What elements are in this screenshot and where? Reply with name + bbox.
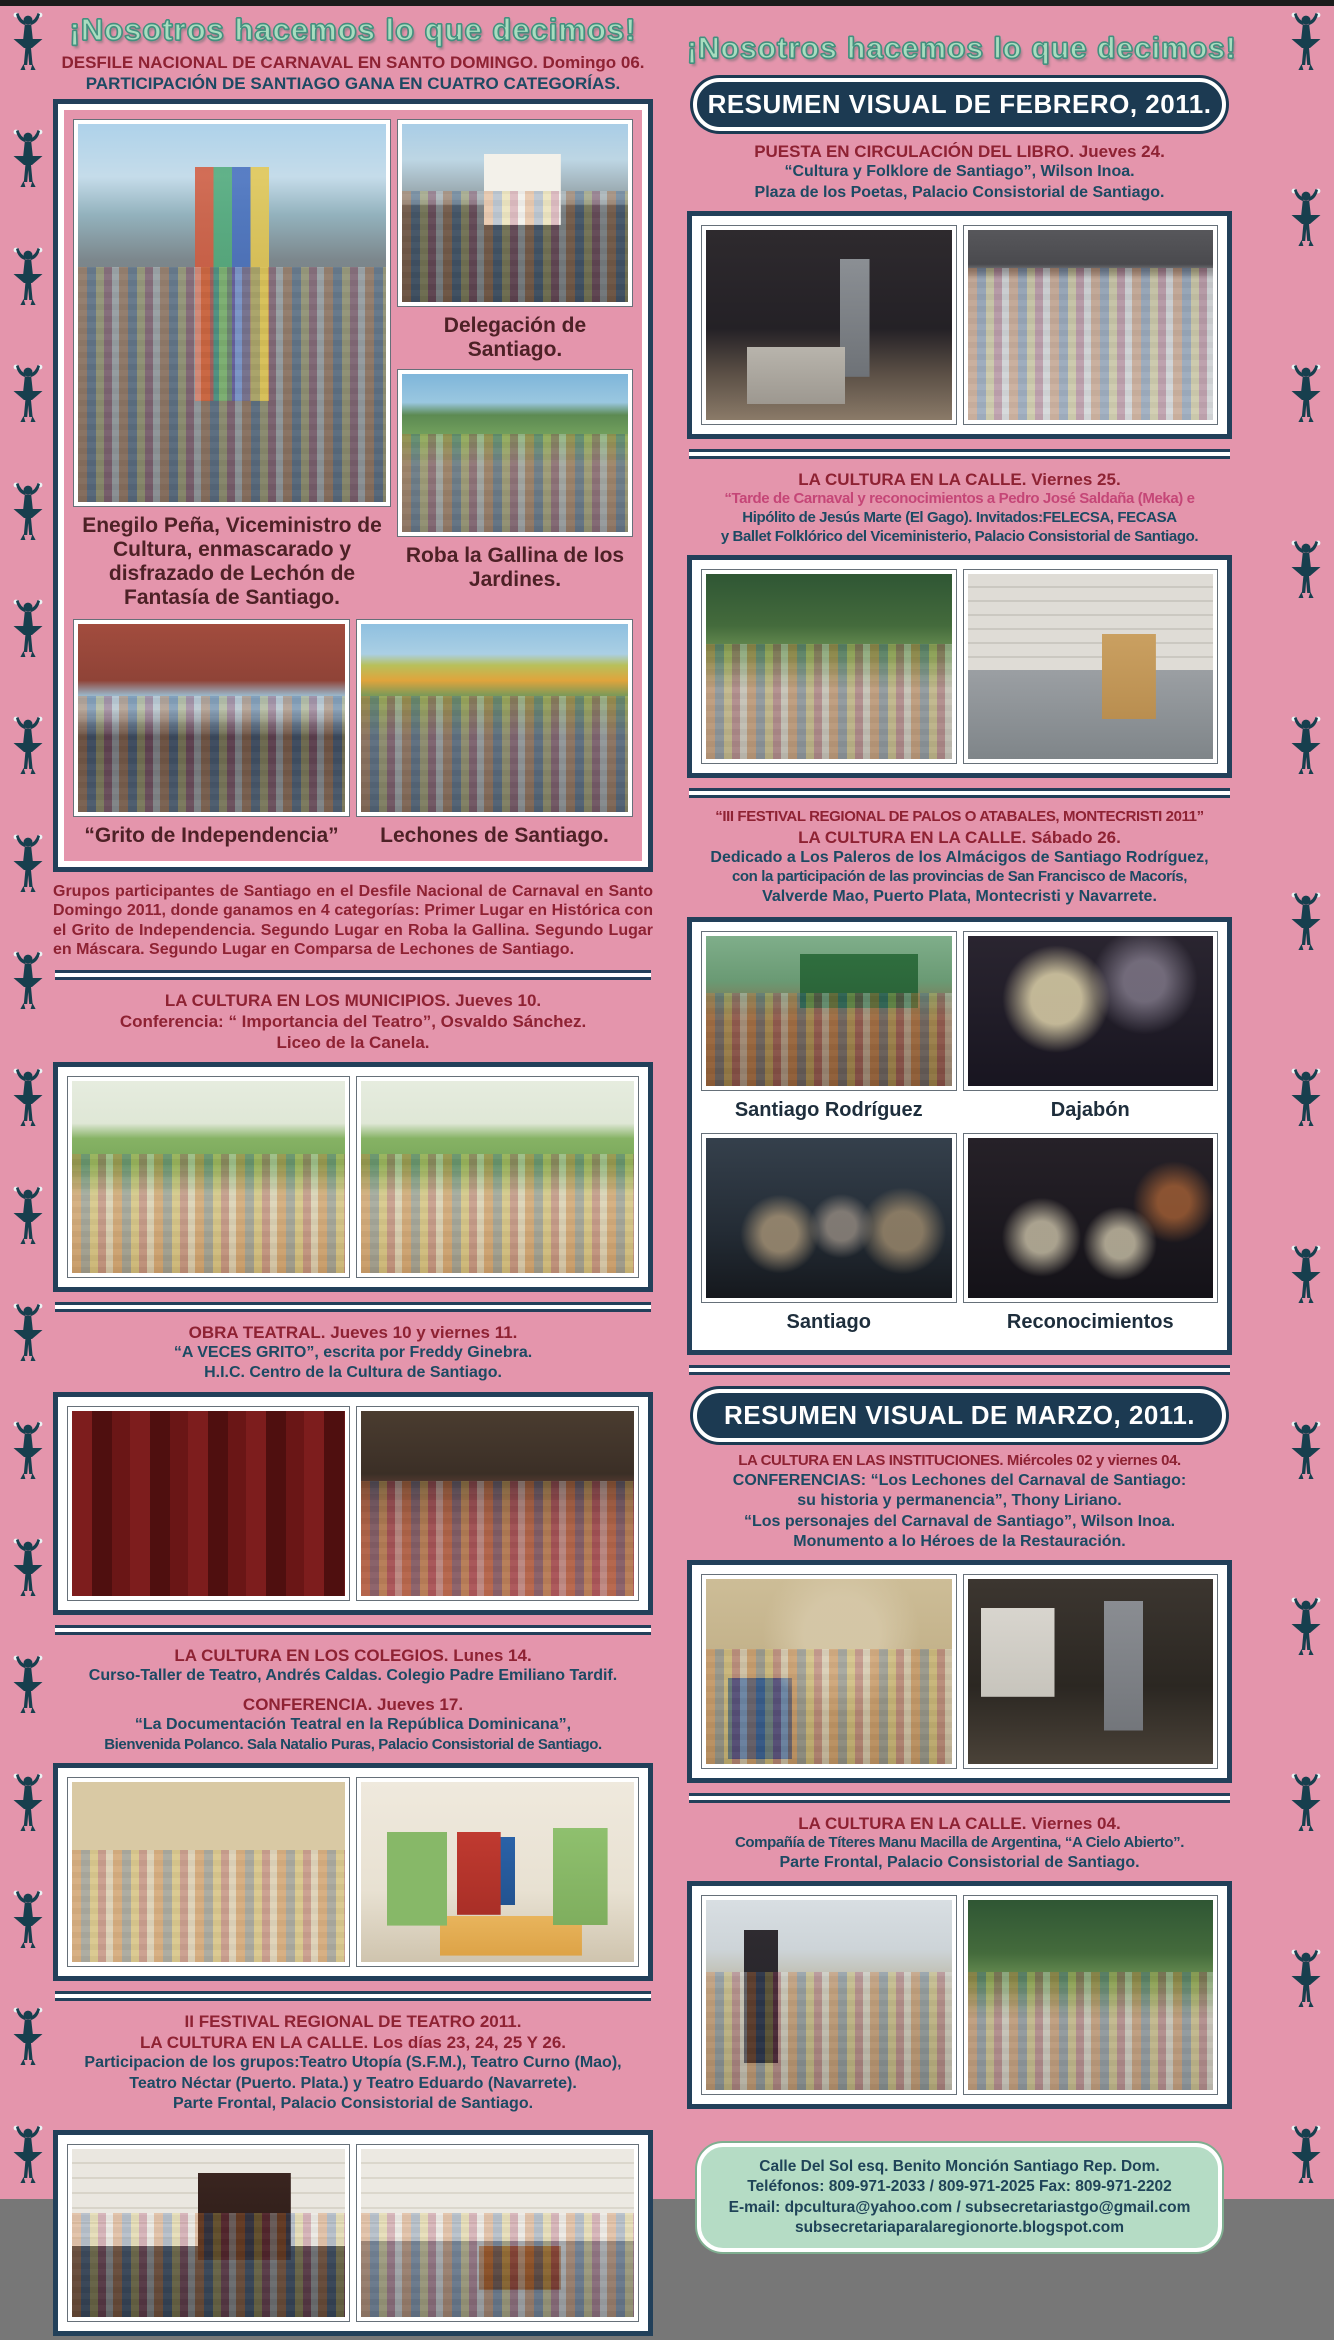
photo-panel-colegios	[53, 1763, 653, 1981]
heading-line: Participacion de los grupos:Teatro Utopía (S.F.M.), Teatro Curno (Mao),	[84, 2054, 622, 2072]
ballerina-icon	[1284, 716, 1328, 778]
ballerina-icon	[1284, 12, 1328, 74]
photo-reconocimientos	[964, 1134, 1218, 1302]
ballerina-icon	[6, 12, 50, 74]
ballerina-icon	[1284, 1245, 1328, 1307]
photo-panel-tarde-carnaval	[687, 555, 1232, 778]
photo-conferencia-orador	[964, 1575, 1218, 1768]
heading-line: y Ballet Folklórico del Viceministerio, Palacio Consistorial de Santiago.	[720, 527, 1199, 545]
ballerina-icon	[6, 1303, 50, 1365]
divider	[55, 1625, 651, 1635]
divider	[689, 449, 1230, 459]
heading-line: Dedicado a Los Paleros de los Almácigos de Santiago Rodríguez,	[710, 849, 1209, 867]
heading-line: “A VECES GRITO”, escrita por Freddy Ginebra.	[173, 1344, 533, 1362]
section-heading-obra	[53, 1322, 653, 1384]
section-heading-instituciones	[687, 1452, 1232, 1552]
heading-line: con la participación de las provincias de San Francisco de Macorís,	[731, 868, 1188, 886]
ballerina-icon	[6, 2125, 50, 2187]
photo-liceo-canela-2	[357, 1077, 638, 1277]
heading-line: Parte Frontal, Palacio Consistorial de Santiago.	[172, 2094, 534, 2112]
heading-line: Parte Frontal, Palacio Consistorial de Santiago.	[779, 1854, 1140, 1872]
divider	[55, 1302, 651, 1312]
ballerina-icon	[6, 1890, 50, 1952]
divider	[689, 788, 1230, 798]
photo-paleros-santiago-rodriguez	[702, 932, 956, 1090]
heading-line: OBRA TEATRAL. Jueves 10 y viernes 11.	[188, 1322, 518, 1342]
section-heading-festival-palos	[687, 808, 1232, 908]
heading-line: “III FESTIVAL REGIONAL DE PALOS O ATABALES, MONTECRISTI 2011”	[715, 807, 1204, 825]
footer-blog: subsecretariaparalaregionorte.blogspot.com	[794, 2218, 1125, 2236]
divider	[55, 970, 651, 980]
section-heading-colegios	[53, 1645, 653, 1755]
heading-line: Compañía de Títeres Manu Macilla de Argentina, “A Cielo Abierto”.	[734, 1834, 1185, 1852]
photo-panel-obra	[53, 1392, 653, 1615]
heading-line: “Los personajes del Carnaval de Santiago”, Wilson Inoa.	[743, 1512, 1176, 1530]
section-heading-calle25	[687, 469, 1232, 547]
heading-line: LA CULTURA EN LOS MUNICIPIOS. Jueves 10.	[164, 990, 542, 1010]
heading-line: “La Documentación Teatral en la República Dominicana”,	[134, 1716, 572, 1734]
ballerina-icon	[1284, 892, 1328, 954]
photo-liceo-canela-1	[68, 1077, 349, 1277]
photo-titiritero	[702, 1896, 956, 2094]
ballerina-icon	[6, 1538, 50, 1600]
photo-carnival-costume	[74, 120, 390, 506]
photo-paleros-dajabon	[964, 932, 1218, 1090]
section-heading-desfile	[53, 52, 653, 95]
caption-roba: Roba la Gallina de los Jardines.	[405, 544, 625, 592]
photo-monumento-publico	[702, 1575, 956, 1768]
section-heading-calle04	[687, 1813, 1232, 1873]
photo-paleros-santiago	[702, 1134, 956, 1302]
divider	[689, 1365, 1230, 1375]
section-heading-puesta	[687, 141, 1232, 203]
ballerina-icon	[6, 1068, 50, 1130]
column-right	[687, 6, 1237, 2252]
photo-tarde-carnaval-plaza	[702, 570, 956, 763]
ballerina-icon	[6, 129, 50, 191]
heading-line: Curso-Taller de Teatro, Andrés Caldas. Colegio Padre Emiliano Tardif.	[88, 1666, 618, 1684]
heading-line: PARTICIPACIÓN DE SANTIAGO GANA EN CUATRO CATEGORÍAS.	[85, 74, 621, 94]
panel-inner-frame	[58, 104, 648, 867]
ballerina-icon	[6, 1655, 50, 1717]
photo-panel-instituciones	[687, 1560, 1232, 1783]
photo-reconocimiento-entrega	[964, 570, 1218, 763]
footer-contact-box	[697, 2143, 1222, 2252]
heading-line: LA CULTURA EN LA CALLE. Los días 23, 24, 25 Y 26.	[139, 2032, 567, 2052]
photo-panel-puesta-libro	[687, 211, 1232, 439]
photo-panel-carnaval	[53, 99, 653, 872]
ballerina-icon	[6, 364, 50, 426]
footer-phones: Teléfonos: 809-971-2033 / 809-971-2025 Fax: 809-971-2202	[747, 2178, 1172, 2196]
divider	[689, 1793, 1230, 1803]
ballerina-icon	[6, 1773, 50, 1835]
ballerina-icon	[6, 951, 50, 1013]
column-left	[53, 6, 653, 2340]
ballerina-icon	[1284, 1949, 1328, 2011]
heading-line: II FESTIVAL REGIONAL DE TEATRO 2011.	[184, 2011, 522, 2031]
heading-line: LA CULTURA EN LOS COLEGIOS. Lunes 14.	[174, 1645, 532, 1665]
photo-publico-libro	[964, 226, 1218, 424]
ballerina-icon	[6, 2007, 50, 2069]
ballerina-icon	[6, 834, 50, 896]
section-heading-festival-teatro	[53, 2011, 653, 2114]
footer-emails: E-mail: dpcultura@yahoo.com / subsecretariastgo@gmail.com	[728, 2198, 1191, 2216]
heading-line: Plaza de los Poetas, Palacio Consistorial de Santiago.	[754, 183, 1165, 201]
heading-line: LA CULTURA EN LAS INSTITUCIONES. Miércoles 02 y viernes 04.	[738, 1452, 1181, 1470]
heading-line: “Tarde de Carnaval y reconocimientos a Pedro José Saldaña (Meka) e	[724, 490, 1195, 508]
caption-dajabon: Dajabón	[964, 1096, 1218, 1128]
photo-escena-telon	[68, 1407, 349, 1600]
photo-curso-taller	[68, 1778, 349, 1966]
heading-line: H.I.C. Centro de la Cultura de Santiago.	[204, 1364, 502, 1382]
ballerina-icon	[1284, 540, 1328, 602]
divider	[55, 1991, 651, 2001]
heading-line: Valverde Mao, Puerto Plata, Montecristi y Navarrete.	[762, 888, 1157, 906]
heading-line: Conferencia: “ Importancia del Teatro”, Osvaldo Sánchez.	[119, 1011, 587, 1031]
heading-line: DESFILE NACIONAL DE CARNAVAL EN SANTO DOMINGO. Domingo 06.	[61, 53, 645, 72]
ballerina-icon	[1284, 2125, 1328, 2187]
caption-delegacion: Delegación de Santiago.	[443, 313, 587, 361]
pill-resumen-marzo: RESUMEN VISUAL DE MARZO, 2011.	[693, 1389, 1226, 1442]
photo-panel-festival-teatro	[53, 2130, 653, 2336]
heading-line: CONFERENCIAS: “Los Lechones del Carnaval de Santiago:	[732, 1472, 1187, 1490]
photo-lechones	[357, 620, 632, 816]
slogan-right: ¡Nosotros hacemos lo que decimos!	[687, 32, 1237, 65]
photo-grito-independencia	[74, 620, 349, 816]
ballerina-rail-left	[1, 12, 55, 2187]
photo-panel-titeres	[687, 1881, 1232, 2109]
photo-conferencia-sala	[357, 1778, 638, 1966]
caption-santiago: Santiago	[702, 1308, 956, 1340]
heading-line: Bienvenida Polanco. Sala Natalio Puras, Palacio Consistorial de Santiago.	[104, 1735, 602, 1753]
heading-line: Teatro Néctar (Puerto. Plata.) y Teatro Eduardo (Navarrete).	[129, 2074, 577, 2092]
heading-line: LA CULTURA EN LA CALLE. Viernes 25.	[798, 469, 1121, 489]
photo-entrega-certificado	[357, 2145, 638, 2321]
ballerina-icon	[6, 716, 50, 778]
photo-panel-palos	[687, 917, 1232, 1355]
ballerina-icon	[1284, 1068, 1328, 1130]
heading-line: CONFERENCIA. Jueves 17.	[242, 1695, 464, 1715]
ballerina-icon	[1284, 1597, 1328, 1659]
ballerina-icon	[6, 599, 50, 661]
heading-line: LA CULTURA EN LA CALLE. Sábado 26.	[798, 827, 1121, 847]
pill-resumen-febrero: RESUMEN VISUAL DE FEBRERO, 2011.	[693, 78, 1226, 131]
ballerina-icon	[1284, 188, 1328, 250]
photo-publico-teatro	[357, 1407, 638, 1600]
photo-teatro-calle	[68, 2145, 349, 2321]
slogan-left: ¡Nosotros hacemos lo que decimos!	[69, 12, 637, 47]
photo-delegacion	[398, 120, 632, 306]
heading-line: Hipólito de Jesús Marte (El Gago). Invitados:FELECSA, FECASA	[742, 509, 1177, 527]
photo-orador-libro	[702, 226, 956, 424]
heading-line: Liceo de la Canela.	[276, 1033, 430, 1053]
heading-line: PUESTA EN CIRCULACIÓN DEL LIBRO. Jueves 24.	[754, 142, 1165, 161]
heading-line: “Cultura y Folklore de Santiago”, Wilson Inoa.	[784, 163, 1135, 181]
photo-publico-parque	[964, 1896, 1218, 2094]
heading-line: su historia y permanencia”, Thony Liriano.	[797, 1492, 1122, 1510]
caption-lechones: Lechones de Santiago.	[380, 824, 609, 848]
ballerina-icon	[6, 1186, 50, 1248]
ballerina-icon	[1284, 1773, 1328, 1835]
section-heading-municipios	[53, 990, 653, 1054]
heading-line: Monumento a lo Héroes de la Restauración.	[793, 1532, 1126, 1550]
caption-santiago-rodriguez: Santiago Rodríguez	[702, 1096, 956, 1128]
caption-reconocimientos: Reconocimientos	[964, 1308, 1218, 1340]
ballerina-icon	[6, 1421, 50, 1483]
ballerina-icon	[6, 247, 50, 309]
photo-roba-la-gallina	[398, 370, 632, 536]
caption-grito: “Grito de Independencia”	[84, 824, 339, 848]
ballerina-icon	[1284, 364, 1328, 426]
footer-address: Calle Del Sol esq. Benito Monción Santiago Rep. Dom.	[759, 2158, 1160, 2176]
ballerina-icon	[6, 482, 50, 544]
ballerina-rail-right	[1279, 12, 1333, 2187]
paragraph-carnaval-results: Grupos participantes de Santiago en el Desfile Nacional de Carnaval en Santo Domingo 2011, donde ganamos en 4 categorías: Primer Lugar en Histórica con el Grito de Independencia. Segundo Lugar en Roba la Gallina. Segundo Lugar en Máscara. Segundo Lugar en Comparsa de Lechones de Santiago.	[53, 882, 653, 959]
ballerina-icon	[1284, 1421, 1328, 1483]
caption-enegilo: Enegilo Peña, Viceministro de Cultura, enmascarado y disfrazado de Lechón de Fantasía de Santiago.	[82, 513, 382, 610]
photo-panel-municipios	[53, 1062, 653, 1292]
heading-line: LA CULTURA EN LA CALLE. Viernes 04.	[798, 1813, 1121, 1833]
